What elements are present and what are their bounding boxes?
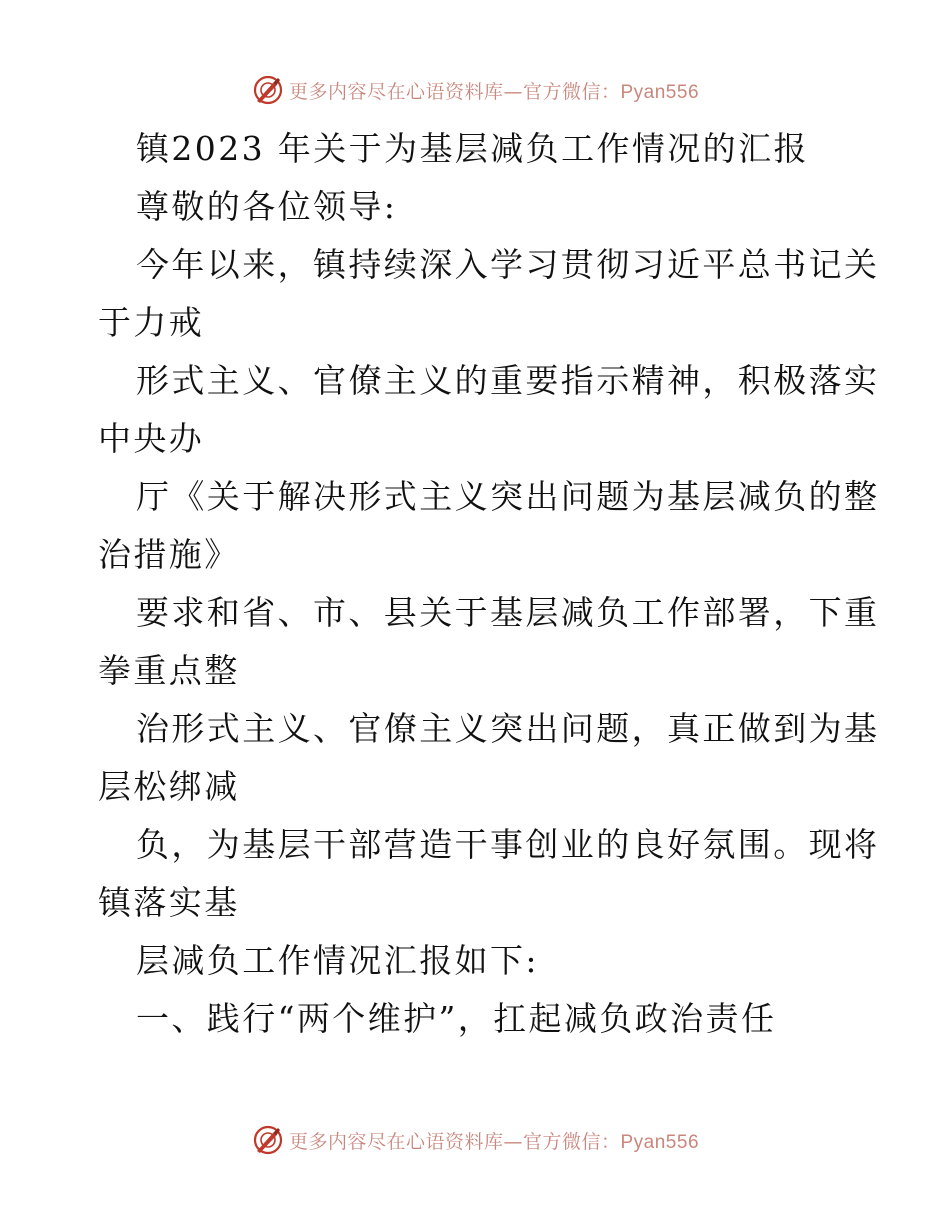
watermark-site-text: 更多内容尽在心语资料库—官方微信：	[288, 1130, 621, 1153]
paragraph-line: 治形式主义、官僚主义突出问题，真正做到为基	[136, 709, 880, 748]
paragraph-line: 中央办	[98, 419, 205, 458]
watermark-wechat-id: Pyan556	[620, 81, 700, 103]
watermark-wechat-id: Pyan556	[620, 1131, 700, 1153]
paragraph-line: 拳重点整	[98, 651, 240, 690]
pen-logo-icon	[251, 1123, 285, 1157]
paragraph-line: 治措施》	[98, 535, 240, 574]
paragraph-line: 于力戒	[98, 303, 205, 342]
document-body	[98, 120, 880, 1048]
pen-logo-icon	[251, 73, 285, 107]
paragraph-line: 层减负工作情况汇报如下:	[136, 941, 539, 980]
watermark-site-text: 更多内容尽在心语资料库—官方微信：	[288, 80, 621, 103]
salutation: 尊敬的各位领导:	[136, 187, 398, 226]
paragraph-line: 形式主义、官僚主义的重要指示精神，积极落实	[136, 361, 880, 400]
header-watermark	[0, 70, 950, 110]
paragraph-line: 负，为基层干部营造干事创业的良好氛围。现将	[136, 825, 880, 864]
paragraph-line: 层松绑减	[98, 767, 240, 806]
paragraph-line: 镇落实基	[98, 883, 240, 922]
footer-watermark	[0, 1120, 950, 1160]
document-title: 镇2023 年关于为基层减负工作情况的汇报	[136, 129, 809, 168]
paragraph-line: 厅《关于解决形式主义突出问题为基层减负的整	[136, 477, 880, 516]
paragraph-line: 今年以来，镇持续深入学习贯彻习近平总书记关	[136, 245, 880, 284]
section-heading: 一、践行“两个维护”，扛起减负政治责任	[136, 999, 777, 1038]
paragraph-line: 要求和省、市、县关于基层减负工作部署，下重	[136, 593, 880, 632]
